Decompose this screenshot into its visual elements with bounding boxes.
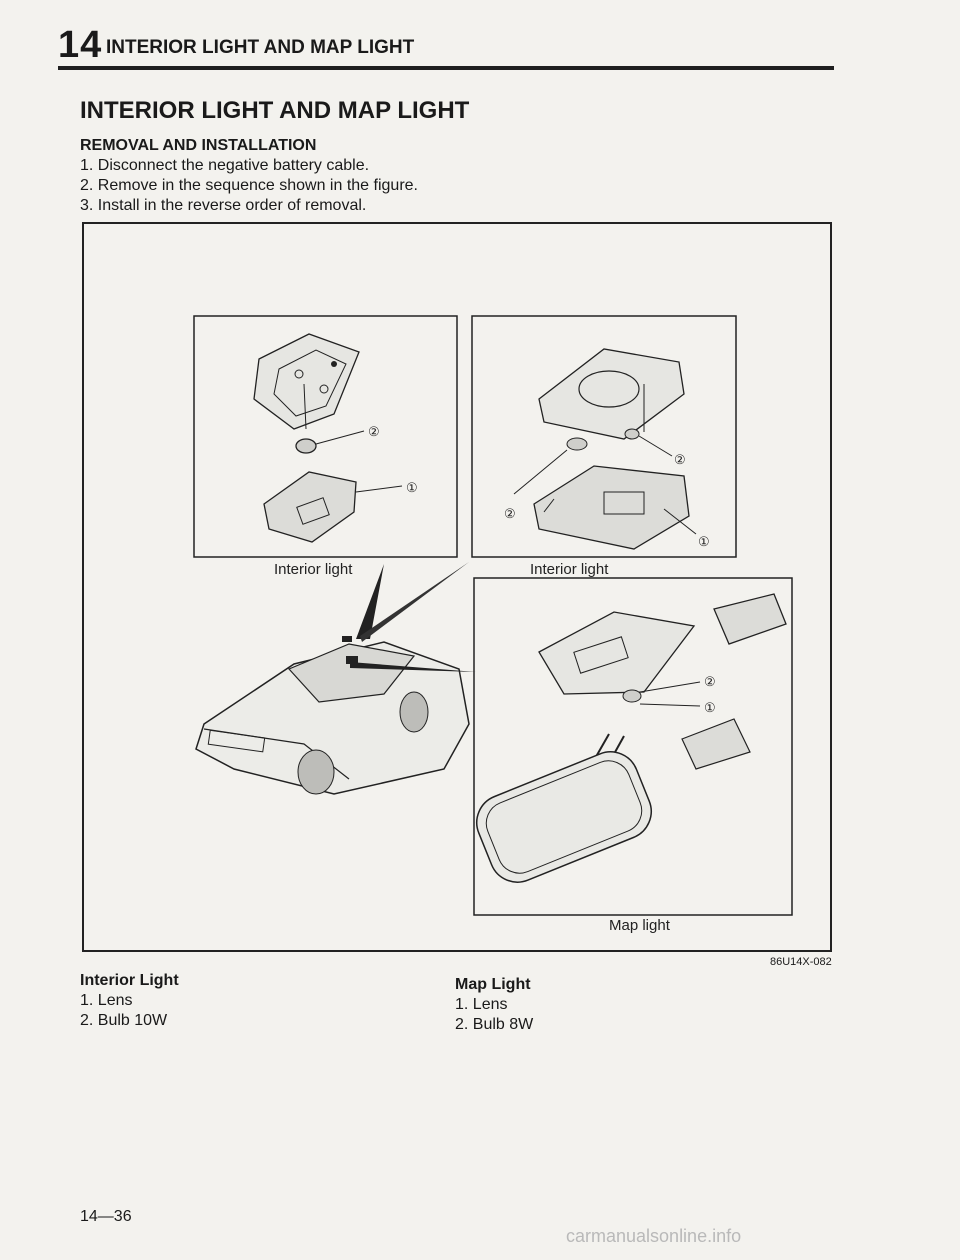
figure-code: 86U14X-082 bbox=[770, 956, 832, 968]
section-number: 14 bbox=[58, 24, 103, 66]
step-3: 3. Install in the reverse order of removal. bbox=[80, 197, 367, 214]
header-title: INTERIOR LIGHT AND MAP LIGHT bbox=[106, 37, 415, 58]
watermark: carmanualsonline.info bbox=[566, 1226, 742, 1246]
callout-bulb-right-b: ② bbox=[504, 506, 516, 521]
figure-frame bbox=[82, 222, 832, 952]
section-title: INTERIOR LIGHT AND MAP LIGHT bbox=[80, 97, 470, 124]
callout-lens-right: ① bbox=[698, 534, 710, 549]
callout-lens-map: ① bbox=[704, 700, 716, 715]
legend-interior-title: Interior Light bbox=[80, 972, 179, 989]
label-map-light: Map light bbox=[609, 917, 670, 934]
step-1: 1. Disconnect the negative battery cable. bbox=[80, 157, 370, 174]
map-light-panel bbox=[468, 578, 792, 915]
legend-interior-item-1: 1. Lens bbox=[80, 992, 133, 1009]
callout-bulb-right-a: ② bbox=[674, 452, 686, 467]
subsection-title: REMOVAL AND INSTALLATION bbox=[80, 137, 317, 154]
legend-map-item-2: 2. Bulb 8W bbox=[455, 1016, 534, 1033]
label-interior-light-left: Interior light bbox=[274, 561, 353, 578]
figure-illustration bbox=[84, 224, 830, 950]
interior-light-left-panel bbox=[194, 316, 457, 557]
callout-lens-left: ① bbox=[406, 480, 418, 495]
legend-interior-item-2: 2. Bulb 10W bbox=[80, 1012, 168, 1029]
header-rule bbox=[58, 66, 834, 70]
step-2: 2. Remove in the sequence shown in the figure. bbox=[80, 177, 418, 194]
car-illustration bbox=[196, 636, 469, 794]
callout-bulb-map: ② bbox=[704, 674, 716, 689]
legend-map-title: Map Light bbox=[455, 976, 531, 993]
page-number: 14—36 bbox=[80, 1208, 132, 1225]
callout-bulb-left: ② bbox=[368, 424, 380, 439]
legend-map-item-1: 1. Lens bbox=[455, 996, 508, 1013]
label-interior-light-right: Interior light bbox=[530, 561, 609, 578]
